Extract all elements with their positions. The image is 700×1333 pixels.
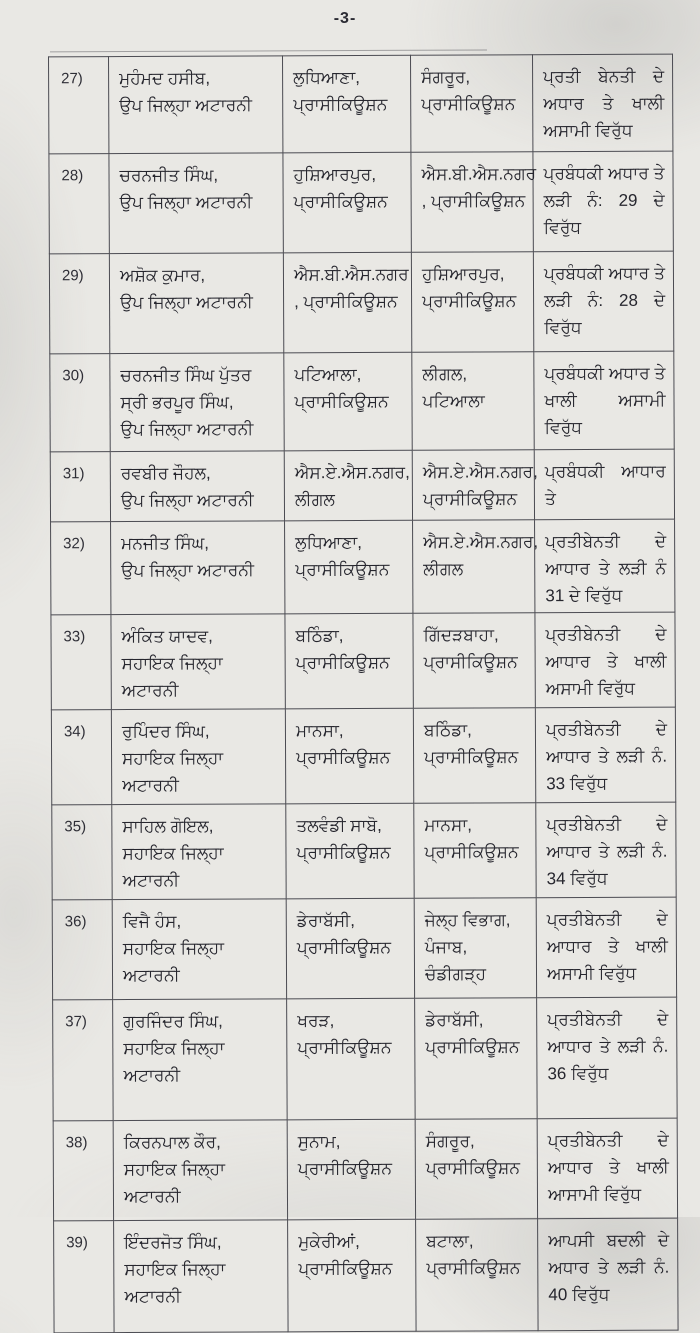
serial-number: 36) (52, 900, 112, 1000)
remarks: ਪ੍ਰਬੰਧਕੀ ਆਧਾਰ ਤੇ (534, 449, 674, 520)
officer-cell (112, 804, 286, 900)
remarks: ਪ੍ਰਤੀਬੇਨਤੀ ਦੇ ਆਧਾਰ ਤੇ ਖਾਲੀ ਅਸਾਮੀ ਵਿਰੁੱਧ (536, 897, 676, 998)
table-row (54, 1218, 678, 1333)
officer-name: ਰੁਪਿੰਦਰ ਸਿੰਘ, (121, 721, 210, 742)
officer-cell (111, 709, 285, 805)
table-row (51, 519, 675, 615)
to-posting: ਮਾਨਸਾ, ਪ੍ਰਾਸੀਕਿਊਸ਼ਨ (414, 803, 536, 899)
officer-name: ਸਾਹਿਲ ਗੋਇਲ, (122, 816, 214, 837)
table-row (49, 251, 673, 354)
from-posting: ਹੁਸ਼ਿਆਰਪੁਰ, ਪ੍ਰਾਸੀਕਿਊਸ਼ਨ (283, 152, 411, 253)
officer-name: ਰਵਬੀਰ ਜੌਹਲ, (120, 463, 211, 484)
officer-designation: ਉਪ ਜਿਲ੍ਹਾ ਅਟਾਰਨੀ (119, 95, 252, 116)
officer-cell (109, 253, 283, 354)
from-posting: ਲੁਧਿਆਣਾ, ਪ੍ਰਾਸੀਕਿਊਸ਼ਨ (285, 520, 413, 614)
serial-number: 37) (53, 1000, 114, 1121)
from-posting: ਐਸ.ਬੀ.ਐਸ.ਨਗਰ , ਪ੍ਰਾਸੀਕਿਊਸ਼ਨ (283, 252, 411, 353)
serial-number: 32) (51, 522, 111, 615)
serial-number: 30) (50, 354, 110, 452)
from-posting: ਲੁਧਿਆਣਾ, ਪ੍ਰਾਸੀਕਿਊਸ਼ਨ (283, 55, 411, 153)
to-posting: ਜੇਲ੍ਹ ਵਿਭਾਗ, ਪੰਜਾਬ, ਚੰਡੀਗੜ੍ਹ (414, 898, 536, 999)
to-posting: ਐਸ.ਏ.ਐਸ.ਨਗਰ, ਪ੍ਰਾਸੀਕਿਊਸ਼ਨ (412, 450, 534, 521)
officer-designation: ਸਹਾਇਕ ਜਿਲ੍ਹਾ ਅਟਾਰਨੀ (124, 1259, 226, 1307)
to-posting: ਡੇਰਾਬੱਸੀ, ਪ੍ਰਾਸੀਕਿਊਸ਼ਨ (415, 998, 538, 1120)
table-row (51, 612, 675, 710)
remarks: ਪ੍ਰਤੀ ਬੇਨਤੀ ਦੇ ਅਧਾਰ ਤੇ ਖਾਲੀ ਅਸਾਮੀ ਵਿਰੁੱਧ (533, 54, 673, 152)
table-row (52, 802, 676, 900)
officer-designation: ਸਹਾਇਕ ਜਿਲ੍ਹਾ ਅਟਾਰਨੀ (122, 938, 225, 986)
table-row (49, 54, 673, 154)
from-posting: ਮਾਨਸਾ, ਪ੍ਰਾਸੀਕਿਊਸ਼ਨ (285, 708, 413, 804)
officer-designation: ਉਪ ਜਿਲ੍ਹਾ ਅਟਾਰਨੀ (120, 419, 254, 440)
officer-name: ਚਰਨਜੀਤ ਸਿੰਘ, (119, 165, 219, 186)
serial-number: 33) (51, 615, 111, 710)
to-posting: ਸੰਗਰੂਰ, ਪ੍ਰਾਸੀਕਿਊਸ਼ਨ (415, 1119, 537, 1220)
table-row (50, 351, 674, 452)
remarks: ਪ੍ਰਤੀਬੇਨਤੀ ਦੇ ਆਧਾਰ ਤੇ ਲੜੀ ਨੰ. 34 ਵਿਰੁੱਧ (536, 802, 676, 898)
table-row (53, 1118, 677, 1221)
serial-number: 28) (49, 154, 109, 254)
officer-cell (109, 56, 283, 154)
table-row (51, 707, 675, 805)
to-posting: ਹੁਸ਼ਿਆਰਪੁਰ, ਪ੍ਰਾਸੀਕਿਊਸ਼ਨ (411, 252, 533, 353)
officer-designation: ਸਹਾਇਕ ਜਿਲ੍ਹਾ ਅਟਾਰਨੀ (123, 1038, 225, 1086)
officer-cell (111, 614, 285, 710)
serial-number: 35) (52, 805, 112, 900)
officer-name: ਚਰਨਜੀਤ ਸਿੰਘ ਪੁੱਤਰ ਸ੍ਰੀ ਭਰਪੂਰ ਸਿੰਘ, (120, 365, 252, 413)
from-posting: ਖਰੜ, ਪ੍ਰਾਸੀਕਿਊਸ਼ਨ (287, 998, 416, 1120)
officer-cell (110, 353, 284, 452)
from-posting: ਐਸ.ਏ.ਐਸ.ਨਗਰ, ਲੀਗਲ (284, 450, 412, 521)
officer-cell (113, 999, 288, 1121)
officer-name: ਇੰਦਰਜੋਤ ਸਿੰਘ, (124, 1232, 222, 1253)
officer-cell (109, 153, 283, 254)
table-row (49, 151, 673, 254)
remarks: ਪ੍ਰਤੀਬੇਨਤੀ ਦੇ ਆਧਾਰ ਤੇ ਲੜੀ ਨੰ. 33 ਵਿਰੁੱਧ (535, 707, 675, 803)
officer-name: ਕਿਰਨਪਾਲ ਕੌਰ, (123, 1132, 221, 1153)
transfer-table (48, 54, 679, 1333)
officer-cell (111, 521, 285, 615)
officer-designation: ਉਪ ਜਿਲ੍ਹਾ ਅਟਾਰਨੀ (121, 560, 255, 581)
officer-name: ਅੰਕਿਤ ਯਾਦਵ, (121, 626, 213, 647)
officer-name: ਮੁਹੰਮਦ ਹਸੀਬ, (119, 68, 211, 89)
remarks: ਪ੍ਰਬੰਧਕੀ ਅਧਾਰ ਤੇ ਲੜੀ ਨੰ: 29 ਦੇ ਵਿਰੁੱਧ (533, 151, 673, 252)
officer-name: ਵਿਜੈ ਹੰਸ, (122, 911, 182, 932)
officer-cell (110, 451, 284, 522)
remarks: ਪ੍ਰਬੰਧਕੀ ਅਧਾਰ ਤੇ ਖਾਲੀ ਅਸਾਮੀ ਵਿਰੁੱਧ (534, 351, 674, 450)
table-row (53, 997, 678, 1121)
to-posting: ਬਠਿੰਡਾ, ਪ੍ਰਾਸੀਕਿਊਸ਼ਨ (413, 708, 535, 804)
officer-designation: ਸਹਾਇਕ ਜਿਲ੍ਹਾ ਅਟਾਰਨੀ (122, 843, 224, 891)
serial-number: 31) (50, 452, 110, 522)
serial-number: 34) (51, 710, 111, 805)
remarks: ਪ੍ਰਤੀਬੇਨਤੀ ਦੇ ਆਧਾਰ ਤੇ ਲੜੀ ਨੰ. 36 ਵਿਰੁੱਧ (537, 997, 678, 1119)
from-posting: ਤਲਵੰਡੀ ਸਾਬੋ, ਪ੍ਰਾਸੀਕਿਊਸ਼ਨ (286, 803, 414, 899)
serial-number: 38) (53, 1121, 113, 1221)
table-row (50, 449, 674, 522)
to-posting: ਲੀਗਲ, ਪਟਿਆਲਾ (412, 352, 534, 451)
officer-cell (112, 899, 286, 1000)
officer-name: ਮਨਜੀਤ ਸਿੰਘ, (121, 533, 209, 554)
to-posting: ਐਸ.ਏ.ਐਸ.ਨਗਰ, ਲੀਗਲ (413, 520, 535, 614)
officer-designation: ਉਪ ਜਿਲ੍ਹਾ ਅਟਾਰਨੀ (119, 192, 253, 213)
to-posting: ਬਟਾਲਾ, ਪ੍ਰਾਸੀਕਿਊਸ਼ਨ (416, 1219, 538, 1332)
remarks: ਪ੍ਰਤੀਬੇਨਤੀ ਦੇ ਆਧਾਰ ਤੇ ਖਾਲੀ ਅਸਾਮੀ ਵਿਰੁੱਧ (535, 612, 675, 708)
officer-designation: ਉਪ ਜਿਲ੍ਹਾ ਅਟਾਰਨੀ (120, 292, 253, 313)
serial-number: 39) (54, 1221, 114, 1333)
serial-number: 27) (49, 57, 109, 154)
to-posting: ਐਸ.ਬੀ.ਐਸ.ਨਗਰ , ਪ੍ਰਾਸੀਕਿਊਸ਼ਨ (411, 152, 533, 253)
from-posting: ਸੁਨਾਮ, ਪ੍ਰਾਸੀਕਿਊਸ਼ਨ (287, 1119, 415, 1220)
officer-designation: ਸਹਾਇਕ ਜਿਲ੍ਹਾ ਅਟਾਰਨੀ (123, 1159, 225, 1207)
transfer-table-wrap (48, 54, 678, 1333)
officer-cell (113, 1120, 287, 1221)
officer-designation: ਉਪ ਜਿਲ੍ਹਾ ਅਟਾਰਨੀ (120, 490, 254, 511)
transfer-table-body (49, 54, 679, 1333)
to-posting: ਗਿੱਦੜਬਾਹਾ, ਪ੍ਰਾਸੀਕਿਊਸ਼ਨ (413, 613, 535, 709)
remarks: ਪ੍ਰਤੀਬੇਨਤੀ ਦੇ ਆਧਾਰ ਤੇ ਲੜੀ ਨੰ 31 ਦੇ ਵਿਰੁੱਧ (535, 519, 675, 613)
officer-designation: ਸਹਾਇਕ ਜਿਲ੍ਹਾ ਅਟਾਰਨੀ (121, 653, 223, 701)
remarks: ਆਪਸੀ ਬਦਲੀ ਦੇ ਅਧਾਰ ਤੇ ਲੜੀ ਨੰ. 40 ਵਿਰੁੱਧ (538, 1218, 678, 1331)
officer-name: ਅਸ਼ੋਕ ਕੁਮਾਰ, (119, 265, 206, 286)
remarks: ਪ੍ਰਬੰਧਕੀ ਅਧਾਰ ਤੇ ਲੜੀ ਨੰ: 28 ਦੇ ਵਿਰੁੱਧ (533, 251, 673, 352)
from-posting: ਡੇਰਾਬੱਸੀ, ਪ੍ਰਾਸੀਕਿਊਸ਼ਨ (286, 898, 414, 999)
page-number: -3- (333, 10, 357, 27)
officer-cell (114, 1220, 288, 1333)
to-posting: ਸੰਗਰੂਰ, ਪ੍ਰਾਸੀਕਿਊਸ਼ਨ (411, 55, 533, 153)
officer-designation: ਸਹਾਇਕ ਜਿਲ੍ਹਾ ਅਟਾਰਨੀ (122, 748, 224, 796)
from-posting: ਬਠਿੰਡਾ, ਪ੍ਰਾਸੀਕਿਊਸ਼ਨ (285, 613, 413, 709)
table-row (52, 897, 676, 1000)
serial-number: 29) (49, 254, 109, 354)
remarks: ਪ੍ਰਤੀਬੇਨਤੀ ਦੇ ਆਧਾਰ ਤੇ ਖਾਲੀ ਆਸਾਮੀ ਵਿਰੁੱਧ (537, 1118, 677, 1219)
officer-name: ਗੁਰਜਿੰਦਰ ਸਿੰਘ, (123, 1011, 223, 1032)
from-posting: ਮੁਕੇਰੀਆਂ, ਪ੍ਰਾਸੀਕਿਊਸ਼ਨ (288, 1219, 416, 1332)
from-posting: ਪਟਿਆਲਾ, ਪ੍ਰਾਸੀਕਿਊਸ਼ਨ (284, 352, 412, 451)
